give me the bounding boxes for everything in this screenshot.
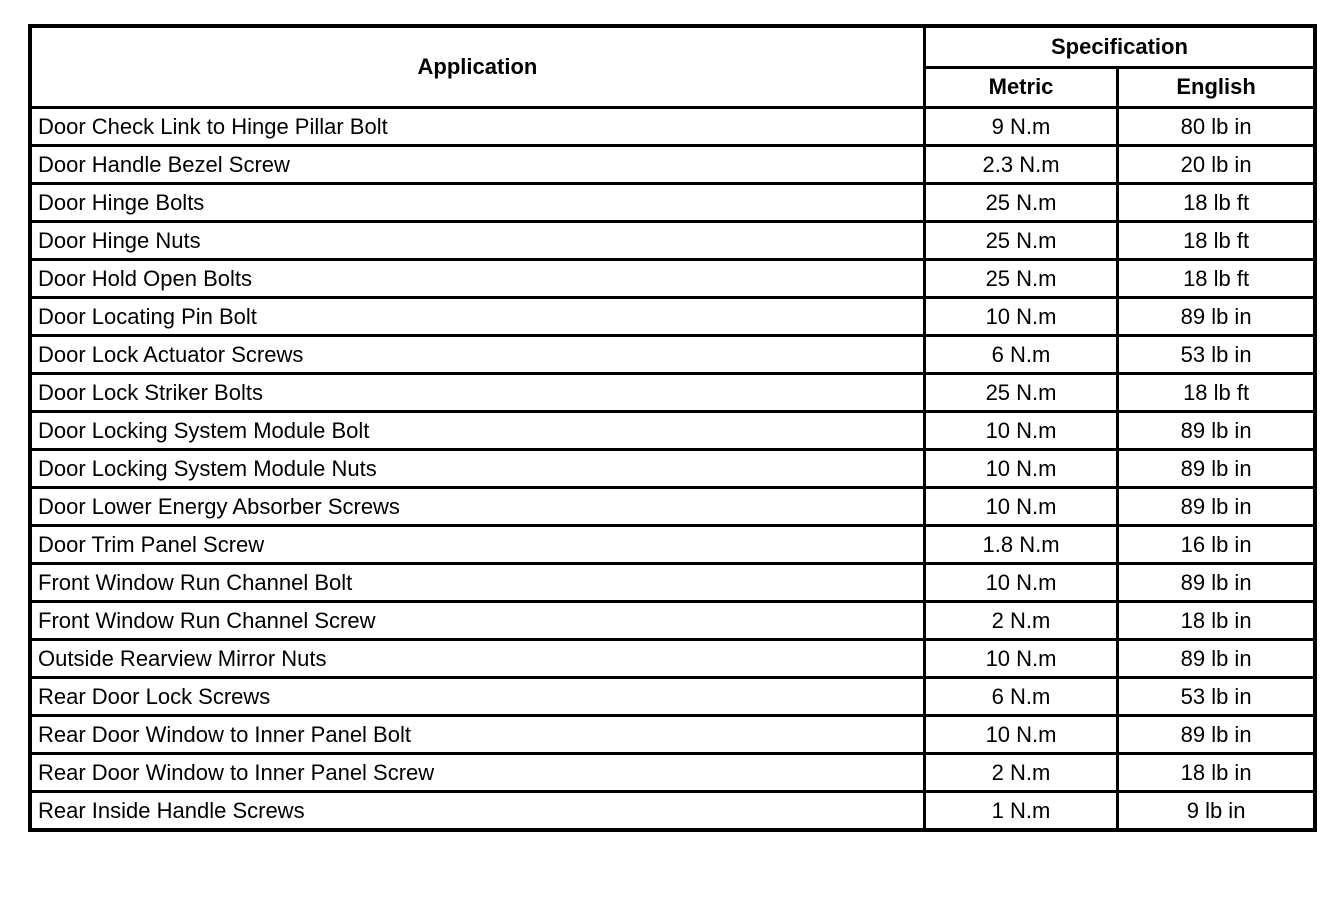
english-cell: 89 lb in [1118, 412, 1315, 450]
table-row [30, 450, 1315, 488]
table-row [30, 412, 1315, 450]
application-header: Application [30, 26, 924, 108]
metric-cell: 10 N.m [924, 488, 1117, 526]
metric-cell: 2.3 N.m [924, 146, 1117, 184]
english-cell: 20 lb in [1118, 146, 1315, 184]
fastener-spec-table [28, 24, 1317, 832]
english-cell: 89 lb in [1118, 450, 1315, 488]
metric-cell: 10 N.m [924, 412, 1117, 450]
table-row [30, 222, 1315, 260]
metric-cell: 2 N.m [924, 754, 1117, 792]
metric-cell: 10 N.m [924, 640, 1117, 678]
table-row [30, 640, 1315, 678]
metric-cell: 10 N.m [924, 564, 1117, 602]
application-cell: Door Handle Bezel Screw [30, 146, 924, 184]
table-row [30, 108, 1315, 146]
table-row [30, 146, 1315, 184]
application-cell: Front Window Run Channel Screw [30, 602, 924, 640]
metric-cell: 9 N.m [924, 108, 1117, 146]
table-row [30, 602, 1315, 640]
table-row [30, 716, 1315, 754]
english-cell: 18 lb in [1118, 754, 1315, 792]
metric-cell: 25 N.m [924, 374, 1117, 412]
metric-cell: 2 N.m [924, 602, 1117, 640]
application-cell: Rear Door Window to Inner Panel Screw [30, 754, 924, 792]
application-cell: Door Locking System Module Bolt [30, 412, 924, 450]
english-cell: 18 lb ft [1118, 374, 1315, 412]
application-cell: Door Lock Actuator Screws [30, 336, 924, 374]
english-cell: 16 lb in [1118, 526, 1315, 564]
english-cell: 89 lb in [1118, 716, 1315, 754]
application-cell: Door Locking System Module Nuts [30, 450, 924, 488]
metric-cell: 25 N.m [924, 260, 1117, 298]
table-row [30, 564, 1315, 602]
table-row [30, 336, 1315, 374]
table-body [30, 108, 1315, 831]
table-row [30, 184, 1315, 222]
table-row [30, 754, 1315, 792]
english-cell: 18 lb ft [1118, 260, 1315, 298]
english-cell: 89 lb in [1118, 488, 1315, 526]
metric-header: Metric [924, 67, 1117, 107]
table-row [30, 488, 1315, 526]
metric-cell: 6 N.m [924, 336, 1117, 374]
english-cell: 9 lb in [1118, 792, 1315, 831]
metric-cell: 1 N.m [924, 792, 1117, 831]
application-cell: Rear Inside Handle Screws [30, 792, 924, 831]
metric-cell: 1.8 N.m [924, 526, 1117, 564]
application-cell: Rear Door Lock Screws [30, 678, 924, 716]
metric-cell: 25 N.m [924, 222, 1117, 260]
application-cell: Door Hinge Bolts [30, 184, 924, 222]
application-cell: Outside Rearview Mirror Nuts [30, 640, 924, 678]
english-cell: 18 lb ft [1118, 184, 1315, 222]
application-cell: Door Hinge Nuts [30, 222, 924, 260]
english-cell: 89 lb in [1118, 640, 1315, 678]
english-cell: 80 lb in [1118, 108, 1315, 146]
application-cell: Door Lower Energy Absorber Screws [30, 488, 924, 526]
english-cell: 89 lb in [1118, 564, 1315, 602]
table-row [30, 526, 1315, 564]
application-cell: Door Check Link to Hinge Pillar Bolt [30, 108, 924, 146]
metric-cell: 25 N.m [924, 184, 1117, 222]
application-cell: Door Trim Panel Screw [30, 526, 924, 564]
application-cell: Door Hold Open Bolts [30, 260, 924, 298]
table-row [30, 792, 1315, 831]
table-row [30, 260, 1315, 298]
application-cell: Front Window Run Channel Bolt [30, 564, 924, 602]
english-header: English [1118, 67, 1315, 107]
english-cell: 53 lb in [1118, 678, 1315, 716]
metric-cell: 6 N.m [924, 678, 1117, 716]
table-row [30, 678, 1315, 716]
application-cell: Rear Door Window to Inner Panel Bolt [30, 716, 924, 754]
metric-cell: 10 N.m [924, 450, 1117, 488]
table-row [30, 298, 1315, 336]
metric-cell: 10 N.m [924, 716, 1117, 754]
table-header [30, 26, 1315, 108]
english-cell: 18 lb ft [1118, 222, 1315, 260]
application-cell: Door Locating Pin Bolt [30, 298, 924, 336]
table-row [30, 374, 1315, 412]
specification-header: Specification [924, 26, 1315, 67]
english-cell: 18 lb in [1118, 602, 1315, 640]
application-cell: Door Lock Striker Bolts [30, 374, 924, 412]
english-cell: 53 lb in [1118, 336, 1315, 374]
english-cell: 89 lb in [1118, 298, 1315, 336]
metric-cell: 10 N.m [924, 298, 1117, 336]
